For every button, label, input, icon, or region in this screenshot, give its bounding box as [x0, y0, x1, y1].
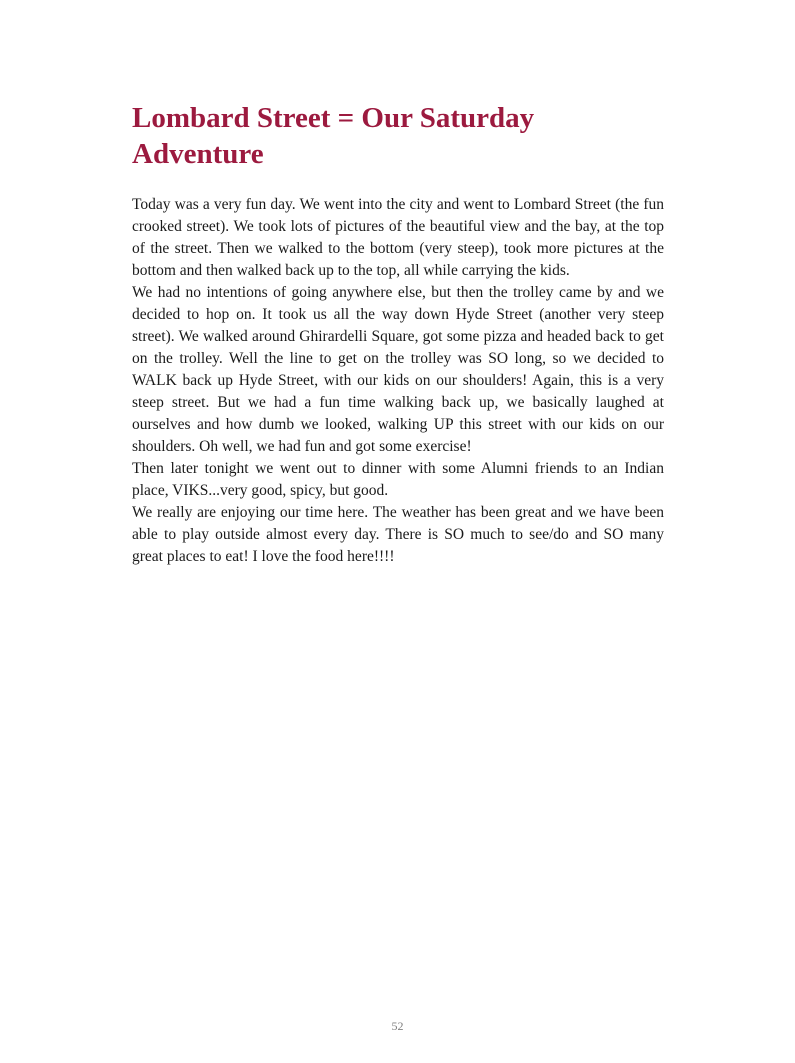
page-number: 52 [391, 1019, 404, 1033]
body-text [132, 194, 664, 568]
paragraph-2: We had no intentions of going anywhere else, but then the trolley came by and we decided to hop on. It took us all the way down Hyde Street (another very steep street). We walked around Ghirardelli Square, got some pizza and headed back to get on the trolley. Well the line to get on the trolley was SO long, so we decided to WALK back up Hyde Street, with our kids on our shoulders! Again, this is a very steep street. But we had a fun time walking back up, we basically laughed at ourselves and how dumb we looked, walking UP this street with our kids on our shoulders. Oh well, we had fun and got some exercise! [132, 284, 664, 455]
paragraph-4: We really are enjoying our time here. The weather has been great and we have been able to play outside almost every day. There is SO much to see/do and SO many great places to eat! I love the food here!!!! [132, 504, 664, 565]
page-title: Lombard Street = Our Saturday Adventure [132, 102, 535, 170]
paragraph-3: Then later tonight we went out to dinner with some Alumni friends to an Indian place, VIKS...very good, spicy, but good. [132, 460, 664, 499]
paragraph-1: Today was a very fun day. We went into the city and went to Lombard Street (the fun crooked street). We took lots of pictures of the beautiful view and the bay, at the top of the street. Then we walked to the bottom (very steep), took more pictures at the bottom and then walked back up to the top, all while carrying the kids. [132, 196, 664, 279]
